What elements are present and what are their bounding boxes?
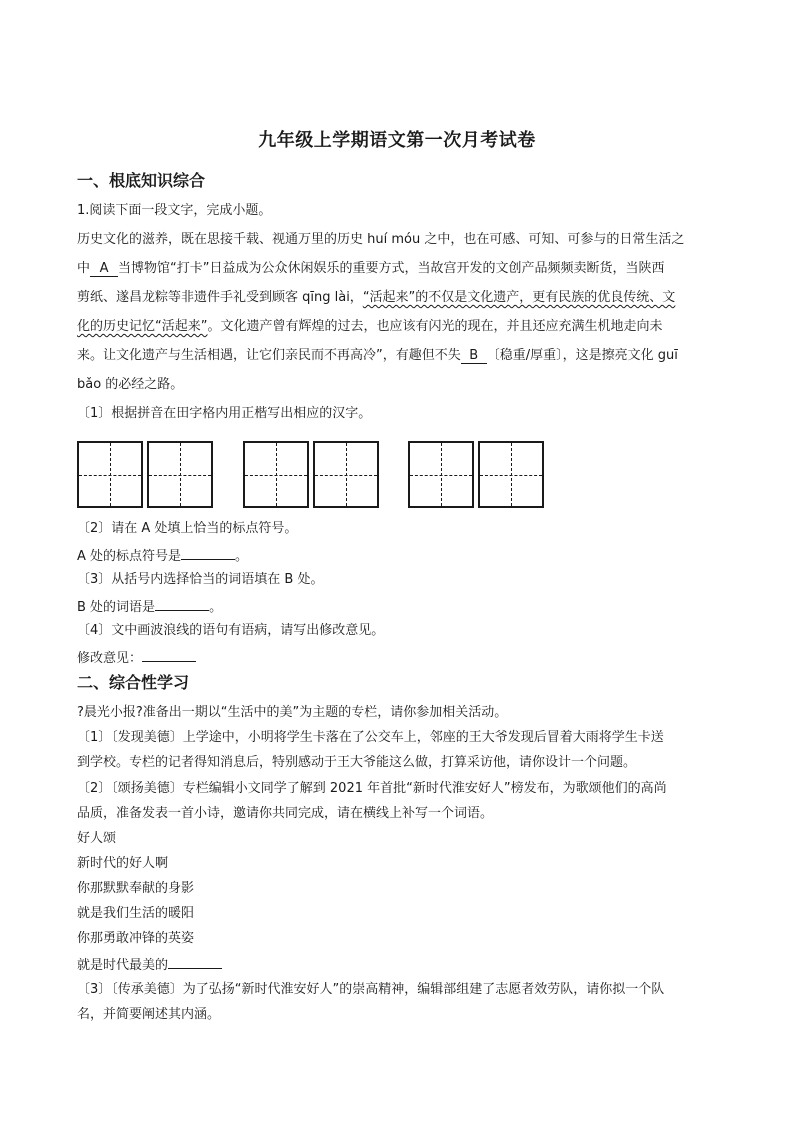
section2-q3-line-1: 〔3〕〔传承美德〕为了弘扬“新时代淮安好人”的崇高精神，编辑部组建了志愿者效劳队，请你拟一个队 (77, 982, 665, 997)
wavy-sentence-part-2: 化的历史记忆“活起来” (77, 319, 208, 334)
section2-q1-line-2: 到学校。专栏的记者得知消息后，特别感动于王大爷能这么做，打算采访他，请你设计一个问题。 (77, 755, 637, 770)
poem-line: 就是我们生活的暖阳 (77, 906, 195, 921)
answer-blank-b[interactable] (155, 597, 209, 611)
section2-q1-line-1: 〔1〕〔发现美德〕上学途中，小明将学生卡落在了公交车上，邻座的王大爷发现后冒着大雨将学生卡送 (77, 730, 664, 745)
blank-b: B (461, 348, 487, 364)
passage-line-2-start: 中 (77, 261, 91, 276)
section2-intro: ?晨光小报?准备出一期以“生活中的美”为主题的专栏，请你参加相关活动。 (77, 705, 508, 720)
wavy-sentence-part-1: “活起来”的不仅是文化遗产，更有民族的优良传统、文 (362, 290, 676, 305)
tianzige-box-4[interactable] (313, 441, 379, 508)
sub-question-2-answer (77, 546, 248, 566)
section2-heading: 二、综合性学习 (77, 673, 190, 692)
sub-question-3: 〔3〕从括号内选择恰当的词语填在 B 处。 (77, 572, 324, 587)
poem-line: 你那默默奉献的身影 (77, 881, 195, 896)
blank-a: A (90, 261, 118, 277)
sub-question-3-answer (77, 597, 222, 617)
answer-blank-revision[interactable] (142, 648, 196, 662)
answer-blank-a[interactable] (181, 546, 235, 560)
sub-question-2-answer-end: 。 (235, 549, 249, 564)
passage-line-2 (77, 260, 665, 278)
sub-question-2: 〔2〕请在 A 处填上恰当的标点符号。 (77, 521, 298, 536)
sub-question-4-answer (77, 648, 196, 668)
poem-last-line-text: 就是时代最美的 (77, 958, 169, 973)
poem-line: 你那勇敢冲锋的英姿 (77, 931, 195, 946)
sub-question-4-answer-label: 修改意见： (77, 651, 143, 666)
passage-line-3-start: 剪纸、遂昌龙粽等非遗件手礼受到顾客 qīng lài， (77, 290, 363, 305)
poem-line: 新时代的好人啊 (77, 856, 169, 871)
poem-last-line (77, 955, 222, 975)
sub-question-2-answer-label: A 处的标点符号是 (77, 549, 182, 564)
section2-q3-line-2: 名，并简要阐述其内涵。 (77, 1007, 221, 1022)
section2-q2-line-2: 品质，准备发表一首小诗，邀请你共同完成，请在横线上补写一个词语。 (77, 806, 494, 821)
passage-line-3 (77, 289, 675, 307)
tianzige-box-1[interactable] (77, 441, 143, 508)
poem-title: 好人颂 (77, 831, 117, 846)
tianzige-box-2[interactable] (147, 441, 213, 508)
sub-question-1: 〔1〕根据拼音在田字格内用正楷写出相应的汉字。 (77, 406, 372, 421)
section2-q2-line-1: 〔2〕〔颂扬美德〕专栏编辑小文同学了解到 2021 年首批“新时代淮安好人”榜发布，为歌颂他们的高尚 (77, 781, 667, 796)
q1-intro: 1.阅读下面一段文字，完成小题。 (77, 203, 272, 218)
passage-line-5-end: 〔稳重/厚重〕，这是擦亮文化 guī (486, 348, 678, 363)
passage-line-5-start: 来。让文化遗产与生活相遇，让它们亲民而不再高冷”，有趣但不失 (77, 348, 461, 363)
section1-heading: 一、根底知识综合 (77, 171, 206, 190)
tianzige-box-5[interactable] (408, 441, 474, 508)
sub-question-3-answer-label: B 处的词语是 (77, 600, 156, 615)
passage-line-4-end: 。文化遗产曾有辉煌的过去，也应该有闪光的现在，并且还应充满生机地走向未 (207, 319, 663, 334)
passage-line-6: bǎo 的必经之路。 (77, 377, 184, 392)
passage-line-1: 历史文化的滋养，既在思接千载、视通万里的历史 huí móu 之中，也在可感、可知、可参与的日常生活之 (77, 232, 685, 247)
poem-answer-blank[interactable] (168, 955, 222, 969)
tianzige-box-6[interactable] (478, 441, 544, 508)
sub-question-3-answer-end: 。 (209, 600, 223, 615)
sub-question-4: 〔4〕文中画波浪线的语句有语病，请写出修改意见。 (77, 623, 385, 638)
passage-line-4 (77, 318, 663, 336)
exam-title: 九年级上学期语文第一次月考试卷 (258, 130, 536, 151)
passage-line-5 (77, 347, 678, 365)
tianzige-box-3[interactable] (243, 441, 309, 508)
passage-line-2-end: 当博物馆“打卡”日益成为公众休闲娱乐的重要方式，当故宫开发的文创产品频频卖断货，当陕西 (118, 261, 665, 276)
